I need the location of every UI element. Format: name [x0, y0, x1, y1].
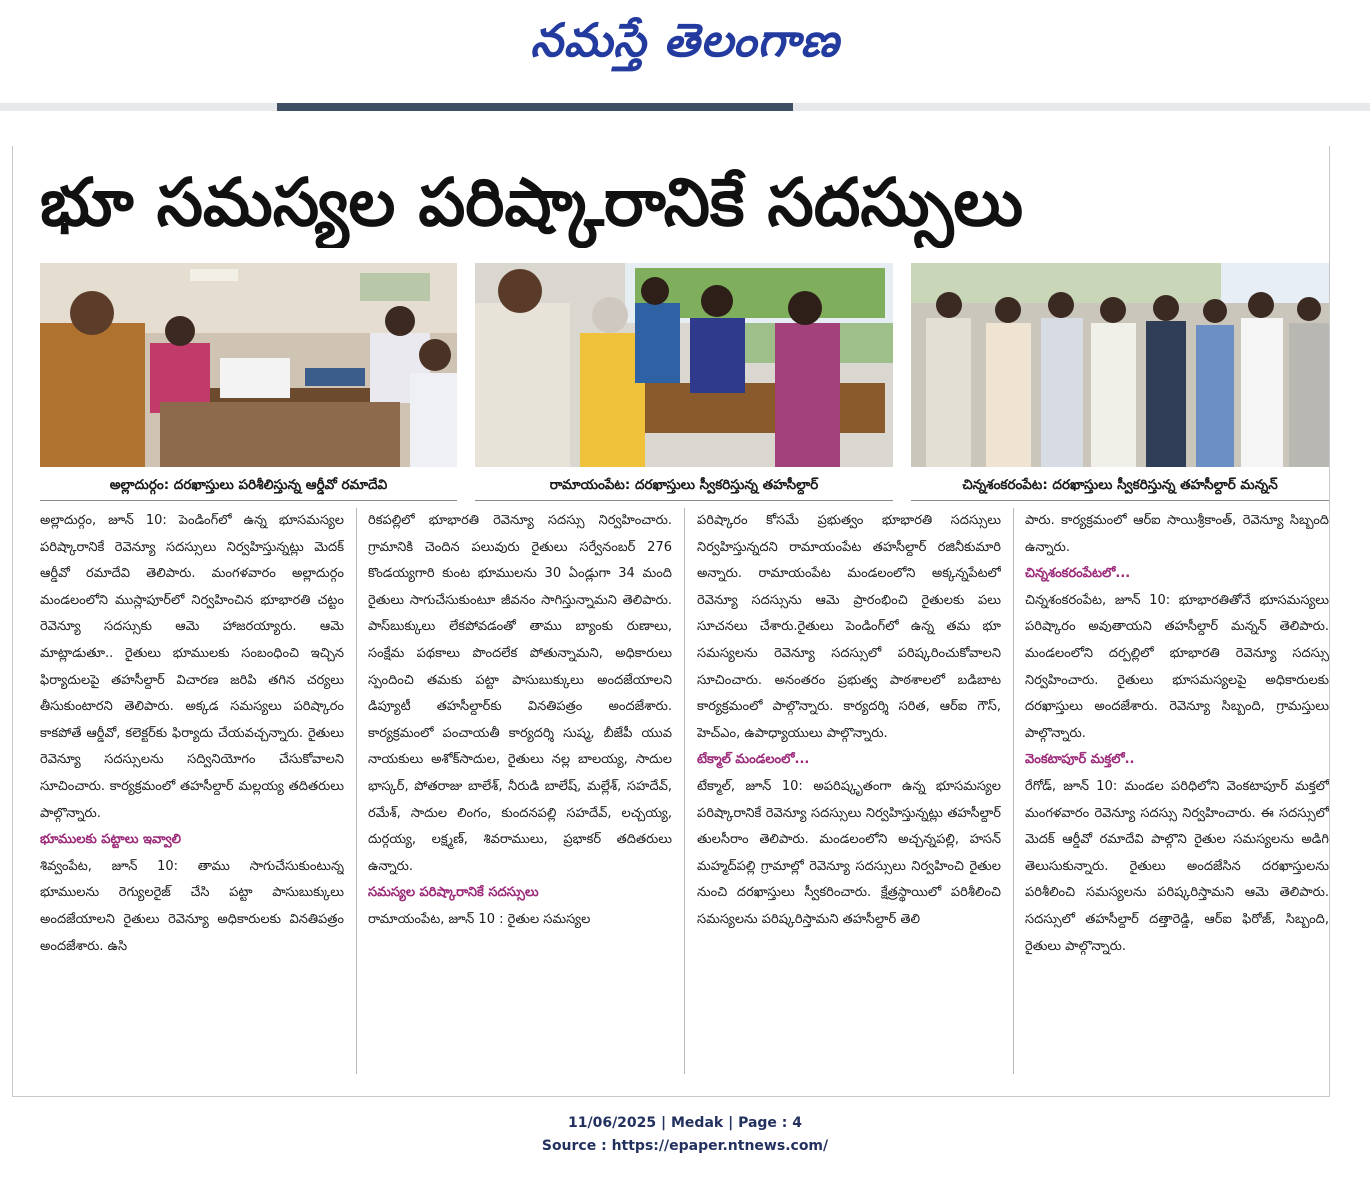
photo-caption: చిన్నశంకరంపేట: దరఖాస్తులు స్వీకరిస్తున్న తహసీల్దార్ మన్నన్ — [911, 470, 1329, 501]
article-headline: భూ సమస్యల పరిష్కారానికే సదస్సులు — [40, 164, 1024, 241]
paragraph: రికపల్లిలో భూభారతి రెవెన్యూ సదస్సు నిర్వహించారు. గ్రామానికి చెందిన పలువురు రైతులు సర్వేనంబర్ 276 కొండయ్యగారి కుంట భూములను 30 ఏండ్లుగా 34 మంది రైతులు సాగుచేసుకుంటూ జీవనం సాగిస్తున్నామని తెలిపారు. పాస్‌బుక్కులు లేకపోవడంతో తాము బ్యాంకు రుణాలు, సంక్షేమ పథకాలు పొందలేక పోతున్నామని, అధికారులు స్పందించి తమకు పట్టా పాసుబుక్కులు అందజేయాలని డిప్యూటీ తహసీల్దార్‌కు వినతిపత్రం అందజేశారు. కార్యక్రమంలో పంచాయతీ కార్యదర్శి సుష్మ, బీజేపీ యువ నాయకులు అశోక్‌సాదుల, రైతులు నల్ల బాలయ్య, సాదుల భాస్కర్, పోతరాజు బాలేశ్, నీరుడి బాలేష్, మల్లేశ్, సహదేవ్, రమేశ్, సాదుల లింగం, కుందనపల్లి సహదేవ్, లచ్చయ్య, దుర్గయ్య, లక్ష్మణ్, శివరాములు, ప్రభాకర్ తదితరులు ఉన్నారు. — [368, 513, 672, 874]
subheading: సమస్యల పరిష్కారానికే సదస్సులు — [368, 885, 539, 901]
article-column-1 — [40, 508, 344, 1074]
article-column-4 — [1025, 508, 1329, 1074]
paragraph: పరిష్కారం కోసమే ప్రభుత్వం భూభారతి సదస్సులు నిర్వహిస్తున్నదని రామాయంపేట తహసీల్దార్ రజినీకుమారి అన్నారు. రామాయంపేట మండలంలోని అక్కన్నపేటలో రెవెన్యూ సదస్సును ఆమె ప్రారంభించి రైతులకు పలు సూచనలు చేశారు.రైతులు పెండింగ్‌లో ఉన్న తమ భూ సమస్యలను రెవెన్యూ సదస్సులో పరిష్కరించుకోవాలని సూచించారు. అనంతరం ప్రభుత్వ పాఠశాలలో బడిబాట కార్యక్రమంలో పాల్గొన్నారు. కార్యదర్శి సరిత, ఆర్‌ఐ గౌస్, హెచ్‌ఎం, ఉపాధ్యాయులు పాల్గొన్నారు. — [697, 513, 1001, 741]
newspaper-logo: నమస్తే తెలంగాణ — [530, 13, 840, 67]
photo-ramayampet — [475, 263, 893, 467]
masthead — [0, 0, 1370, 100]
photo-alladurgam-image — [40, 263, 457, 467]
masthead-rule-accent — [277, 103, 793, 111]
photo-alladurgam — [40, 263, 457, 467]
paragraph: రామాయంపేట, జూన్ 10 : రైతుల సమస్యల — [368, 911, 591, 927]
photo-chinnashankarampet — [911, 263, 1329, 467]
paragraph: అల్లాదుర్గం, జూన్ 10: పెండింగ్‌లో ఉన్న భూసమస్యల పరిష్కారానికే రెవెన్యూ సదస్సులు నిర్వహిస్తున్నట్లు మెదక్ ఆర్డీవో రమాదేవి తెలిపారు. మంగళవారం అల్లాదుర్గం మండలంలోని ముస్లాపూర్‌లో నిర్వహించిన భూభారతి చట్టం రెవెన్యూ సదస్సుకు ఆమె హాజరయ్యారు. ఆమె మాట్లాడుతూ.. రైతులు భూములకు సంబంధించి ఇచ్చిన ఫిర్యాదులపై తహసీల్దార్ విచారణ జరిపి తగిన చర్యలు తీసుకుంటారని తెలిపారు. అక్కడ సమస్యలు పరిష్కారం కాకపోతే ఆర్డీవో, కలెక్టర్‌కు ఫిర్యాదు చేయవచ్చన్నారు. రైతులు రెవెన్యూ సదస్సులను సద్వినియోగం చేసుకోవాలని సూచించారు. కార్యక్రమంలో తహసీల్దార్ మల్లయ్య తదితరులు పాల్గొన్నారు. — [40, 513, 344, 821]
subheading: టేక్మాల్ మండలంలో... — [697, 752, 810, 768]
paragraph: రేగోడ్, జూన్ 10: మండల పరిధిలోని వెంకటాపూర్ మక్తలో మంగళవారం రెవెన్యూ సదస్సు నిర్వహించారు. ఈ సదస్సులో మెదక్ ఆర్డీవో రమాదేవి పాల్గొని రైతుల సమస్యలను అడిగి తెలుసుకున్నారు. రైతులు అందజేసిన దరఖాస్తులను పరిశీలించి సమస్యలను పరిష్కరిస్తామని ఆమె తెలిపారు. సదస్సులో తహసీల్దార్ దత్తారెడ్డి, ఆర్‌ఐ ఫిరోజ్, సిబ్బంది, రైతులు పాల్గొన్నారు. — [1025, 778, 1329, 954]
page-info: 11/06/2025 | Medak | Page : 4 — [567, 1115, 803, 1131]
subheading: భూములకు పట్టాలు ఇవ్వాలి — [40, 832, 182, 848]
paragraph: పారు. కార్యక్రమంలో ఆర్‌ఐ సాయిశ్రీకాంత్, రెవెన్యూ సిబ్బంది ఉన్నారు. — [1025, 513, 1329, 555]
article-column-2 — [368, 508, 672, 1074]
column-divider — [1013, 508, 1014, 1074]
column-divider — [684, 508, 685, 1074]
paragraph: చిన్నశంకరంపేట, జూన్ 10: భూభారతితోనే భూసమస్యలు పరిష్కారం అవుతాయని తహసీల్దార్ మన్నన్ తెలిపారు. మండలంలోని దర్పల్లిలో భూభారతి రెవెన్యూ సదస్సు నిర్వహించారు. రైతులు భూసమస్యలపై అధికారులకు దరఖాస్తులు అందజేశారు. రెవెన్యూ సిబ్బంది, గ్రామస్తులు పాల్గొన్నారు. — [1025, 592, 1329, 741]
source-link[interactable]: Source : https://epaper.ntnews.com/ — [541, 1138, 829, 1154]
photo-chinnashankarampet-image — [911, 263, 1329, 467]
subheading: వెంకటాపూర్ మక్తలో.. — [1025, 752, 1135, 768]
paragraph: శివ్వంపేట, జూన్ 10: తాము సాగుచేసుకుంటున్న భూములను రెగ్యులరైజ్ చేసి పట్టా పాసుబుక్కులు అందజేయాలని రైతులు రెవెన్యూ అధికారులకు వినతిపత్రం అందజేశారు. ఉసి — [40, 858, 344, 954]
article-column-3 — [697, 508, 1001, 1074]
photo-caption: రామాయంపేట: దరఖాస్తులు స్వీకరిస్తున్న తహసీల్దార్ — [475, 470, 893, 501]
paragraph: టేక్మాల్, జూన్ 10: అపరిష్కృతంగా ఉన్న భూసమస్యల పరిష్కారానికే రెవెన్యూ సదస్సులు నిర్వహిస్తున్నట్లు తహసీల్దార్ తులసీరాం తెలిపారు. మండలంలోని అచ్చన్నపల్లి, హసన్ మహ్మద్‌పల్లి గ్రామాల్లో రెవెన్యూ సదస్సులు నిర్వహించి రైతుల నుంచి దరఖాస్తులు స్వీకరించారు. క్షేత్రస్థాయిలో పరిశీలించి సమస్యలను పరిష్కరిస్తామని తహసీల్దార్ తెలి — [697, 778, 1001, 927]
photo-caption: అల్లాదుర్గం: దరఖాస్తులు పరిశీలిస్తున్న ఆర్డీవో రమాదేవి — [40, 470, 457, 501]
column-divider — [356, 508, 357, 1074]
subheading: చిన్నశంకరంపేటలో... — [1025, 566, 1131, 582]
photo-ramayampet-image — [475, 263, 893, 467]
